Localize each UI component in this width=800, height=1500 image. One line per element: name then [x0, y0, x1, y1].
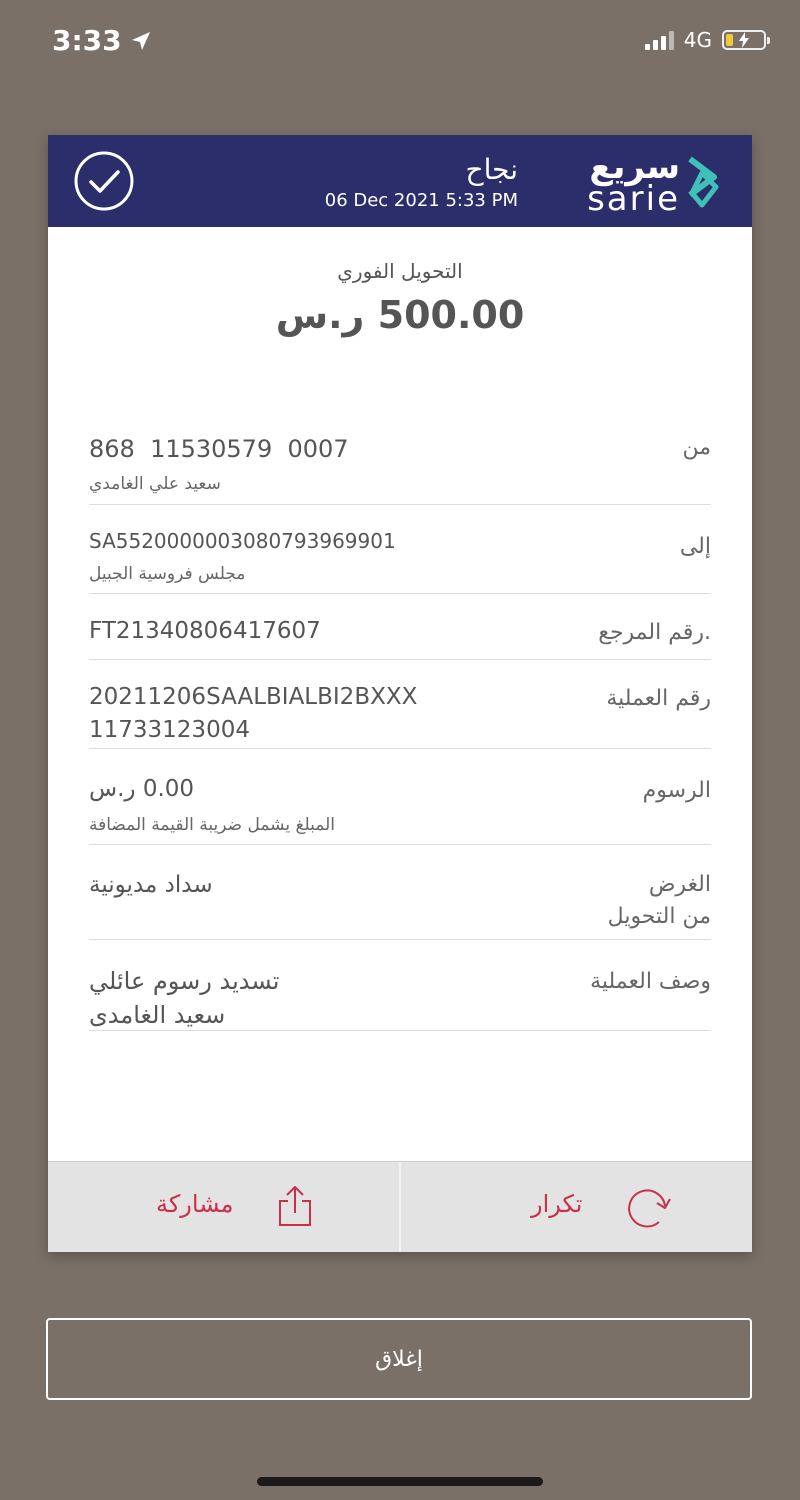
receipt-header: [48, 135, 752, 227]
status-time: [52, 24, 152, 57]
detail-row-purpose: [89, 844, 711, 940]
detail-row-description: [89, 939, 711, 1031]
sarie-logo: [580, 147, 720, 219]
receipt-card: [48, 135, 752, 1252]
from-label: من: [682, 435, 711, 460]
fees-amount: 0.00 ر.س: [89, 776, 195, 802]
battery-icon: [722, 30, 766, 50]
signal-strength-icon: [645, 30, 674, 50]
repeat-button[interactable]: [399, 1162, 752, 1252]
from-account: 868 11530579 0007: [89, 435, 349, 463]
purpose-value: سداد مديونية: [89, 872, 213, 898]
description-line1: تسديد رسوم عائلي: [89, 967, 280, 995]
transaction-number-line2: 11733123004: [89, 717, 250, 743]
sarie-logo-mark-icon: [686, 155, 720, 209]
detail-row-from: [89, 417, 711, 505]
transfer-type: التحويل الفوري: [337, 259, 463, 283]
location-arrow-icon: [130, 30, 152, 52]
network-type: 4G: [683, 28, 712, 52]
status-title: نجاح: [465, 153, 518, 186]
detail-row-fees: [89, 748, 711, 845]
transaction-number-line1: 20211206SAALBIALBI2BXXX: [89, 684, 418, 710]
fees-vat-note: المبلغ يشمل ضريبة القيمة المضافة: [89, 815, 336, 835]
detail-row-to: [89, 504, 711, 594]
close-button[interactable]: إغلاق: [46, 1318, 752, 1400]
transaction-label: رقم العملية: [606, 686, 711, 711]
purpose-label-line2: من التحويل: [607, 904, 711, 929]
share-label: مشاركة: [156, 1190, 234, 1218]
home-indicator: [257, 1477, 543, 1486]
status-indicators: [645, 28, 766, 52]
repeat-label: تكرار: [531, 1190, 583, 1218]
logo-english: sarie: [587, 179, 680, 219]
share-button[interactable]: [48, 1162, 399, 1252]
status-time-text: 3:33: [52, 24, 122, 57]
purpose-label-line1: الغرض: [648, 872, 711, 897]
description-line2: سعيد الغامدى: [89, 1001, 226, 1029]
detail-row-transaction: [89, 659, 711, 749]
fees-label: الرسوم: [642, 778, 711, 803]
success-check-icon: [74, 151, 134, 211]
repeat-icon: [623, 1186, 673, 1230]
to-label: إلى: [679, 534, 711, 559]
reference-label: رقم المرجع.: [598, 620, 711, 645]
from-name: سعيد علي الغامدي: [89, 474, 221, 494]
transfer-amount: 500.00 ر.س: [275, 293, 525, 337]
to-name: مجلس فروسية الجبيل: [89, 564, 246, 584]
to-iban: SA5520000003080793969901: [89, 529, 396, 553]
receipt-actions: [48, 1161, 752, 1252]
detail-row-reference: [89, 593, 711, 660]
reference-number: FT21340806417607: [89, 618, 321, 644]
logo-arabic: سريع: [589, 147, 680, 187]
transaction-datetime: 06 Dec 2021 5:33 PM: [324, 190, 518, 211]
description-label: وصف العملية: [590, 969, 711, 994]
share-icon: [276, 1185, 314, 1227]
